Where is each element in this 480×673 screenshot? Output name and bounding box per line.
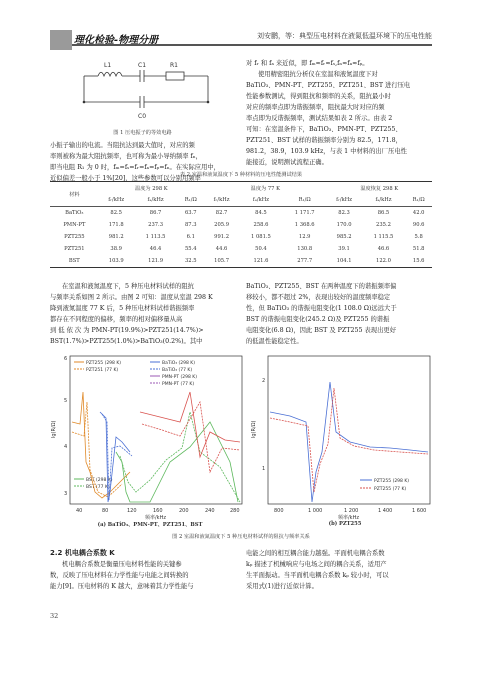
- running-title: 刘安鹏，等：典型压电材料在液氮低温环境下的压电性能: [257, 32, 432, 40]
- figure2a-subcaption: (a) BaTiO₃、PMN-PT、PZT251、BST: [97, 522, 203, 528]
- svg-text:120: 120: [127, 508, 137, 514]
- svg-text:80: 80: [102, 508, 109, 514]
- svg-text:4: 4: [64, 444, 68, 450]
- svg-text:BaTiO₃ (298 K): BaTiO₃ (298 K): [162, 361, 195, 366]
- left-paragraph-2: 在室温和液氮温度下，5 种压电材料试样的阻抗 与频率关系如图 2 所示。由图 2 可知：温度从室温 298 K 降到液氮温度 77 K 后，5 种压电材料试样谐振频率 都存在不同程度的偏移，频率的相对偏移量从高 到 低 依 次 为 PMN-PT(19.9%)>PZT251(14.7%)> BST(1.7%)>PZT255(1.0%)>BaTiO₃(0.2%)。其中: [50, 283, 213, 345]
- table2: 材料 温度为 298 K 温度为 77 K 温度恢复 298 K fᵣ/kHz fₐ/kHz R₁/Ω fᵣ/kHz fₐ/kHz R₁/Ω fᵣ/kHz fₐ/kHz R₁/Ω BaTiO₃ 82.5 86.7 63.7 82.7 84.5 1 171.7 82.3 86.5 42.0 PMN-PT 171.8 237.3 87.3 205.9 258.6 1 368.6 170.0 235.2 90.6 PZT255 981.2 1 113.5 6.1 991.2 1 081.5 12.9 985.2 1 115.5 5.8 PZT251 38.9 46.4 55.4 44.6 50.4 130.8 39.1 46.6 51.8 BST 103.9 121.9 32.5 105.7 121.6 277.7 104.1 122.0 15.6: [50, 181, 432, 268]
- svg-text:PMN-PT (77 K): PMN-PT (77 K): [162, 382, 195, 387]
- figure1-circuit: [78, 58, 228, 126]
- svg-text:PMN-PT (298 K): PMN-PT (298 K): [162, 375, 197, 380]
- table-header-material: 材料: [50, 182, 99, 207]
- figure2-caption: 图 2 室温和液氮温度下 5 种压电材料试样的阻抗与频率关系: [172, 534, 310, 540]
- svg-text:2: 2: [262, 378, 266, 384]
- xlabel-a: 频率/kHz: [145, 515, 166, 521]
- table-row: PMN-PT 171.8 237.3 87.3 205.9 258.6 1 368.6 170.0 235.2 90.6: [63, 222, 425, 228]
- table-row: PZT255 981.2 1 113.5 6.1 991.2 1 081.5 12.9 985.2 1 115.5 5.8: [64, 234, 423, 240]
- svg-text:PZT255 (77 K): PZT255 (77 K): [374, 487, 407, 492]
- figure2a-plot: [50, 352, 250, 527]
- table-row: PZT251 38.9 46.4 55.4 44.6 50.4 130.8 39.1 46.6 51.8: [64, 246, 425, 252]
- svg-text:1 400: 1 400: [378, 508, 393, 514]
- svg-text:BST (298 K): BST (298 K): [86, 478, 113, 483]
- right-paragraph-1: 对 fᵣ 和 fₐ 来近似，即 fₘ≈fᵣ≈fₛ,fₙ≈fₐ≈fₚ。 使用精密阻抗分析仪在室温和液氮温度下对 BaTiO₃、PMN-PT、PZT255、PZT251、BST 进行压电 性能参数测试，得到阻抗和频率的关系，阻抗最小时 对应的频率点即为谐振频率，阻抗最大时对应的频 率点即为反谐振频率，测试结果如表 2 所示。由表 2 可知：在室温条件下，BaTiO₃、PMN-PT、PZT255、 PZT251、BST 试样的谐振频率分别为 82.5，171.8， 981.2，38.9，103.9 kHz，与表 1 中材料的出厂压电性 能接近，说明测试流程正确。: [246, 60, 411, 166]
- left-paragraph-3: 机电耦合系数是衡量压电材料性能的关键参 数，反映了压电材料在力学性能与电能之间转换的 能力[9]。压电材料的 K 越大，意味着其力学性能与: [50, 561, 194, 590]
- table2-caption: 表 2 室温和液氮温度下 5 种材料的压电性能测试结果: [179, 172, 303, 178]
- label-L1: L1: [104, 62, 112, 69]
- svg-text:6: 6: [64, 356, 68, 362]
- journal-name: 理化检验-物理分册: [74, 35, 159, 46]
- figure1-caption: 图 1 压电振子的等效电路: [113, 130, 172, 136]
- label-R1: R1: [170, 62, 178, 69]
- label-C1: C1: [138, 62, 147, 69]
- page-number: 32: [50, 612, 59, 620]
- svg-text:PZT251 (77 K): PZT251 (77 K): [86, 368, 119, 373]
- figure2b-plot: [250, 352, 440, 527]
- svg-text:1 200: 1 200: [344, 508, 359, 514]
- page-header: [0, 0, 480, 50]
- journal-logo: [50, 30, 72, 50]
- svg-text:1: 1: [262, 466, 266, 472]
- ylabel-a: lg(R/Ω): [51, 420, 57, 438]
- svg-text:BaTiO₃ (77 K): BaTiO₃ (77 K): [162, 368, 193, 373]
- label-C0: C0: [138, 113, 147, 120]
- ylabel-b: lg(R/Ω): [251, 420, 257, 438]
- table-row: BST 103.9 121.9 32.5 105.7 121.6 277.7 104.1 122.0 15.6: [50, 255, 432, 268]
- svg-text:200: 200: [179, 508, 189, 514]
- svg-text:PZT255 (298 K): PZT255 (298 K): [374, 479, 410, 484]
- table-row: BaTiO₃ 82.5 86.7 63.7 82.7 84.5 1 171.7 82.3 86.5 42.0: [65, 210, 425, 216]
- svg-text:240: 240: [205, 508, 215, 514]
- figure2b-subcaption: (b) PZT255: [328, 521, 362, 527]
- svg-text:BST (77 K): BST (77 K): [86, 485, 110, 490]
- svg-text:PZT255 (298 K): PZT255 (298 K): [86, 361, 122, 366]
- section-heading: 2.2 机电耦合系数 K: [50, 549, 115, 557]
- left-paragraph-1: 小振子输出的电流。当阻抗达到最大值时，对应的频 率则被称为最大阻抗频率，也可称为最小导纳频率 fₙ， 即当电阻 R₁ 为 0 时，fₘ=fₛ=fᵣ=fₐ=fₚ=fₙ。在实际应用中， 近似偏差一般小于 1%[20]，这些参数可以分别用频率: [50, 142, 220, 182]
- svg-text:160: 160: [153, 508, 163, 514]
- svg-text:1 600: 1 600: [412, 508, 427, 514]
- svg-text:800: 800: [274, 508, 284, 514]
- svg-text:280: 280: [230, 508, 240, 514]
- xlabel-b: 频率/kHz: [338, 515, 359, 521]
- svg-text:1 000: 1 000: [308, 508, 323, 514]
- svg-text:3: 3: [64, 491, 68, 497]
- right-paragraph-2: BaTiO₃、PZT255、BST 在两种温度下的谐振频率偏 移较小，都不超过 2%，表现出较好的温度频率稳定 性，但 BaTiO₃ 的谐振电阻变化(1 108.0 Ω)远远大于 BST 的谐振电阻变化(245.2 Ω)及 PZT255 的谐振 电阻变化(6.8 Ω)，因此 BST 及 PZT255 表现出更好 的低温性能稳定性。: [246, 283, 397, 345]
- svg-text:40: 40: [76, 508, 83, 514]
- svg-text:5: 5: [64, 398, 68, 404]
- right-paragraph-3: 电能之间的相互耦合能力越强。平面机电耦合系数 kₚ 描述了机械响应与电场之间的耦合关系，适用产 生平面振动。当平面机电耦合系数 kₚ 较小时，可以 采用式(1)进行近似计算。: [246, 550, 389, 590]
